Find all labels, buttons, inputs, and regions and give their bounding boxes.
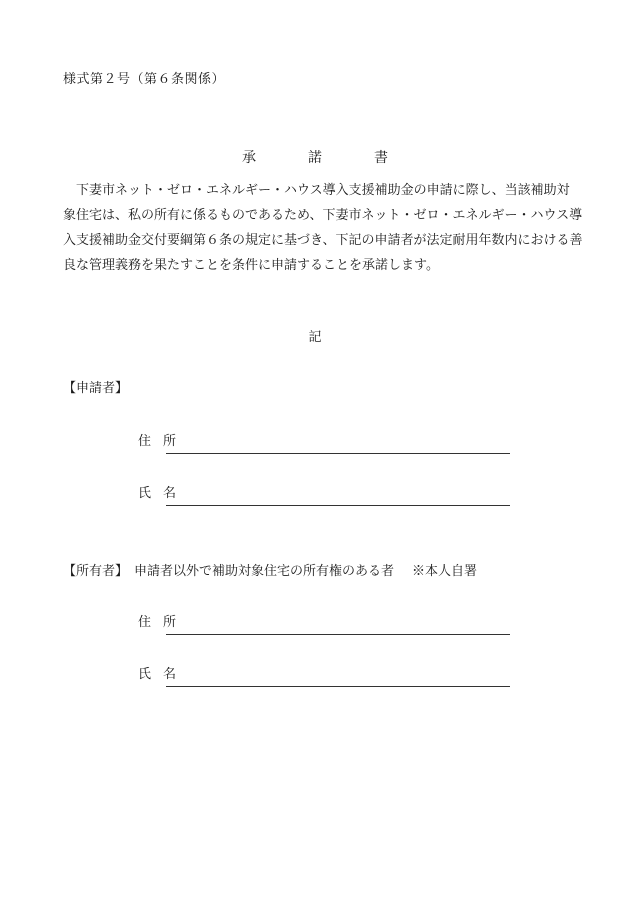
owner-heading-row xyxy=(63,560,477,579)
applicant-address-field[interactable] xyxy=(138,430,510,454)
owner-address-field[interactable] xyxy=(138,611,510,635)
ki-heading: 記 xyxy=(308,330,322,345)
statement-line: 象住宅は、私の所有に係るものであるため、下妻市ネット・ゼロ・エネルギー・ハウス導 xyxy=(63,208,583,223)
owner-note-text: 申請者以外で補助対象住宅の所有権のある者 xyxy=(134,564,395,579)
owner-note xyxy=(134,564,477,579)
form-number: 様式第２号（第６条関係） xyxy=(63,72,226,87)
owner-name-label: 氏名 xyxy=(138,667,189,682)
statement-line: 入支援補助金交付要綱第６条の規定に基づき、下記の申請者が法定耐用年数内における善 xyxy=(63,233,583,248)
document-title: 承 諾 書 xyxy=(242,150,407,166)
applicant-heading: 【申請者】 xyxy=(63,381,129,396)
applicant-address-line xyxy=(166,453,510,454)
owner-address-line xyxy=(166,634,510,635)
applicant-name-line xyxy=(166,505,510,506)
owner-name-field[interactable] xyxy=(138,663,510,687)
self-sign-note: ※本人自署 xyxy=(412,564,478,579)
statement-line: 下妻市ネット・ゼロ・エネルギー・ハウス導入支援補助金の申請に際し、当該補助対 xyxy=(63,183,570,198)
consent-statement xyxy=(63,178,583,278)
owner-address-label: 住所 xyxy=(138,615,189,630)
applicant-address-label: 住所 xyxy=(138,434,189,449)
owner-name-line xyxy=(166,686,510,687)
applicant-name-label: 氏名 xyxy=(138,486,189,501)
statement-line: 良な管理義務を果たすことを条件に申請することを承諾します。 xyxy=(63,258,439,273)
applicant-name-field[interactable] xyxy=(138,482,510,506)
owner-heading: 【所有者】 xyxy=(63,564,129,579)
